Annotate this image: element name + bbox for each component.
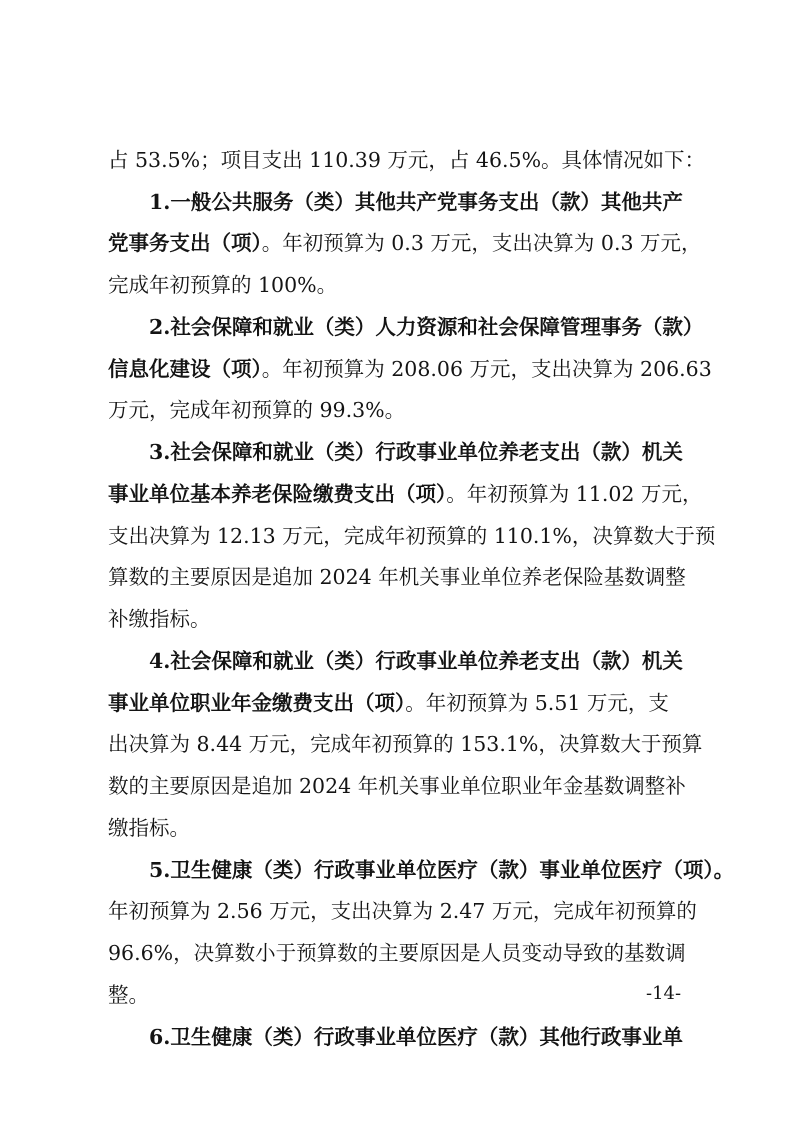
line-text: 。年初预算为 208.06 万元，支出决算为 206.63 [261,357,712,381]
paragraph-line [108,686,669,720]
line-text: 缴指标。 [108,816,190,840]
item-title: 事业单位职业年金缴费支出（项） [108,691,406,715]
line-text: 年初预算为 2.56 万元，支出决算为 2.47 万元，完成年初预算的 [108,899,697,923]
paragraph-line [108,352,712,386]
paragraph-line [108,978,149,1012]
paragraph-line [108,936,686,970]
line-text: 整。 [108,983,149,1007]
line-text: 。年初预算为 5.51 万元，支 [405,691,669,715]
item-title: 2.社会保障和就业（类）人力资源和社会保障管理事务（款） [149,315,704,339]
paragraph-line [108,393,405,427]
paragraph-line [108,560,686,594]
line-text: 。年初预算为 0.3 万元，支出决算为 0.3 万元， [261,231,702,255]
item-heading [149,644,683,678]
item-heading [149,1020,683,1054]
paragraph-line [108,268,337,302]
item-title: 党事务支出（项） [108,231,262,255]
line-text: 96.6%，决算数小于预算数的主要原因是人员变动导致的基数调 [108,941,686,965]
page-number: -14- [646,983,682,1004]
paragraph-line [108,143,705,177]
item-title: 信息化建设（项） [108,357,262,381]
paragraph-line [108,894,697,928]
item-heading [149,185,683,219]
item-title: 3.社会保障和就业（类）行政事业单位养老支出（款）机关 [149,440,683,464]
paragraph-line [108,477,702,511]
line-text: 补缴指标。 [108,607,211,631]
line-text: 完成年初预算的 100%。 [108,273,338,297]
item-heading [149,310,703,344]
paragraph-line [108,602,211,636]
line-text: 数的主要原因是追加 2024 年机关事业单位职业年金基数调整补 [108,774,686,798]
line-text: 出决算为 8.44 万元，完成年初预算的 153.1%，决算数大于预算 [108,732,703,756]
paragraph-line [108,519,715,553]
line-text: 万元，完成年初预算的 99.3%。 [108,398,406,422]
item-title: 事业单位基本养老保险缴费支出（项） [108,482,447,506]
paragraph-line [108,727,702,761]
item-title: 5.卫生健康（类）行政事业单位医疗（款）事业单位医疗（项）。 [149,858,735,882]
item-title: 4.社会保障和就业（类）行政事业单位养老支出（款）机关 [149,649,683,673]
paragraph-line [108,226,702,260]
item-title: 1.一般公共服务（类）其他共产党事务支出（款）其他共产 [149,190,683,214]
item-title: 6.卫生健康（类）行政事业单位医疗（款）其他行政事业单 [149,1025,683,1049]
line-text: 占 53.5%；项目支出 110.39 万元，占 46.5%。具体情况如下： [108,148,706,172]
line-text: 支出决算为 12.13 万元，完成年初预算的 110.1%，决算数大于预 [108,524,716,548]
paragraph-line [108,811,190,845]
item-heading [149,853,734,887]
line-text: 。年初预算为 11.02 万元， [446,482,703,506]
paragraph-line [108,769,686,803]
item-heading [149,435,683,469]
line-text: 算数的主要原因是追加 2024 年机关事业单位养老保险基数调整 [108,565,686,589]
